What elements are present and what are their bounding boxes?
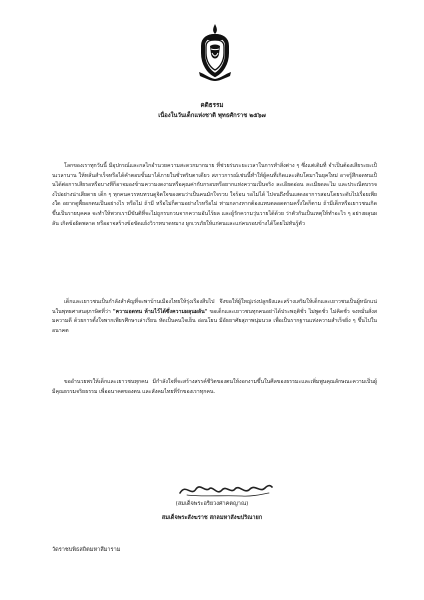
paragraph-2-continuation: ขอเด็กและเยาวชนทุกคนอย่าได้ประพฤติชั่ว ไม่พูดชั่ว ไม่คิดชั่ว จงหมั่นสั่งสมความดี ด้วยการตั้งใจพากเพียรศึกษาเล่าเรียน หัดเป็นคนใจเย็น อ่อนโยน มีอัธยาศัยสุภาพนุ่มนวล เพื่อเป็นรากฐานแห่งความสำเร็จยิ่ง ๆ ขึ้นไปในอนาคต [52, 308, 377, 334]
document-heading: คติธรรม [200, 102, 224, 109]
paragraph-3: ขออำนวยพรให้เด็กและเยาวชนทุกคน มีกำลังใจที่จะสร้างสรรค์ชีวิตของตนให้งอกงามขึ้นในศีลของธรรมะและเพิ่มพูนคุณลักษณะความเป็นผู้มีคุณธรรมจริยธรรม เพื่ออนาคตของตน และสังคมไทยที่รักของเราทุกคน. [52, 379, 377, 395]
buddhist-proverb-quote: "ความอดทน ห้ามไว้ได้ซึ่งความผลุนผลัน" [112, 308, 208, 315]
paragraph-2 [52, 298, 377, 336]
signature-title: สมเด็จพระสังฆราช สกลมหาสังฆปริณายก [161, 515, 263, 521]
handwritten-signature [178, 481, 273, 499]
document-subheading: เนื่องในวันเด็กแห่งชาติ พุทธศักราช ๒๕๖๗ [158, 113, 266, 119]
paragraph-1: โลกของเราทุกวันนี้ มีอุปกรณ์และกลไกอำนวยความสะดวกมากมาย ที่ช่วยร่นระยะเวลาในการทำสิ่งต่าง ๆ ซึ่งแต่เดิมที่ จำเป็นต้องเสียระยะเป็นเวลานาน ให้หลั่นสำเร็จหรือได้คำตอบขั้นมาได้ภายในชั่วพริบตาเดียว สภาวการณ์เช่นนี้ทำให้ผู้คนที่เกิดและเติบโตมาในยุคใหม่ อาจรู้สึกอดทนเป็นได้ต่อการเสียรอหรือบางทีก็อาจมองข้ามความงดงามหรือคุณค่ากับกรอบหรือยากแห่งความเป็นจริง ละเอียดอ่อน ละเมียดละไม และประณีตบรรจงไปอย่างน่าเสียดาย เด็ก ๆ ทุกคนควรหบทวนดูจิตใจของตนว่าเป็นคนมักใจรวบ ใจร้อน รอไม่ได้ ไปจนถึงขั้นแสดงอาการสอนโดยระดับไปเรื่อยเพียงใด อยากดูพื้ยอกตนเป็นอย่างไร หรือไม่ ถ้ามี หรือไม่ก็ตามอย่างไรหรือไม่ ท่ามกลางหากต้องแทบตลอดตามครั้งใดก็ตาม ถ้ามีเด็กหรือเยาวชนเกิดขึ้นเป็นรายบุคคล จะทำให้พวกเรามีขันติที่จะไม่ถูกรบกวนจากความอันไร้ผล และผู้รักความวุ่นวายได้ด้วย ว่าตัวกันเป็นเหตุให้ทำอะไร ๆ อย่างผลุนผลัน เกิดข้อผิดพลาด หรืออาจสร้างข้อขัดแย้งวิวาทบาดหมาง ผูกเวรภัยให้แก่ตนและแก่คนรอบข้างได้โดยไม่ทันรู้ตัว [52, 163, 377, 227]
temple-footer: วัดราชบพิธสถิตมหาสีมาราม [52, 547, 121, 553]
paragraph-2-intro: เด็กและเยาวชนเป็นกำลังสำคัญที่จะพาบ้านเมืองไทยให้รุ่งเรืองสืบไป จึงขอให้ผู้ใหญ่เร่งปลูกฝังและสร้างเสริมให้เด็กและเยาวชนเป็นผู้หนักแน่นในพุทธศาสนสุภาษิตที่ว่า [52, 299, 377, 315]
signature-name: (สมเด็จพระอริยวงศาคตญาณ) [175, 501, 249, 507]
royal-emblem-icon [195, 22, 235, 82]
